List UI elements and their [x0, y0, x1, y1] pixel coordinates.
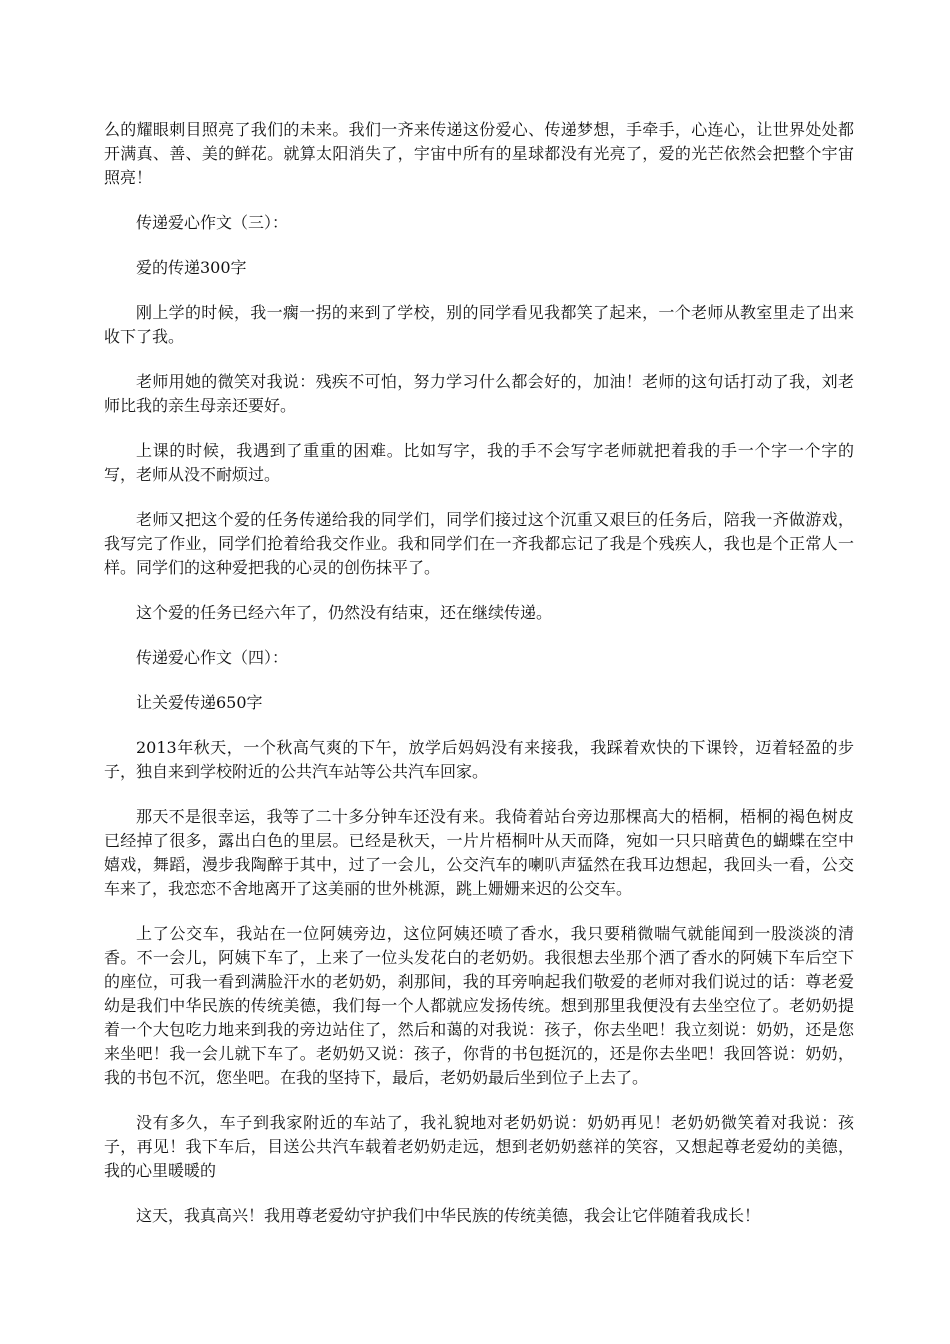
essay-title-care-transfer: 让关爱传递650字	[136, 693, 263, 712]
section-heading-three: 传递爱心作文（三）：	[136, 213, 289, 232]
paragraph: 那天不是很幸运，我等了二十多分钟车还没有来。我倚着站台旁边那棵高大的梧桐，梧桐的褐色树皮已经掉了很多，露出白色的里层。已经是秋天，一片片梧桐叶从天而降，宛如一只只暗黄色的蝴蝶在空中嬉戏，舞蹈，漫步我陶醉于其中，过了一会儿，公交汽车的喇叭声猛然在我耳边想起，我回头一看，公交车来了，我恋恋不舍地离开了这美丽的世外桃源，跳上姗姗来迟的公交车。	[104, 807, 854, 898]
document-body	[104, 118, 854, 1249]
paragraph: 老师用她的微笑对我说：残疾不可怕，努力学习什么都会好的，加油！老师的这句话打动了我，刘老师比我的亲生母亲还要好。	[104, 372, 854, 415]
paragraph: 刚上学的时候，我一瘸一拐的来到了学校，别的同学看见我都笑了起来，一个老师从教室里走了出来收下了我。	[104, 303, 854, 346]
paragraph: 上课的时候，我遇到了重重的困难。比如写字，我的手不会写字老师就把着我的手一个字一个字的写，老师从没不耐烦过。	[104, 441, 854, 484]
paragraph: 老师又把这个爱的任务传递给我的同学们，同学们接过这个沉重又艰巨的任务后，陪我一齐做游戏，我写完了作业，同学们抢着给我交作业。我和同学们在一齐我都忘记了我是个残疾人，我也是个正常人一样。同学们的这种爱把我的心灵的创伤抹平了。	[104, 510, 854, 577]
essay-title-love-transfer: 爱的传递300字	[136, 258, 247, 277]
paragraph: 这个爱的任务已经六年了，仍然没有结束，还在继续传递。	[136, 603, 553, 622]
section-heading-four: 传递爱心作文（四）：	[136, 648, 289, 667]
paragraph-continuation: 么的耀眼刺目照亮了我们的未来。我们一齐来传递这份爱心、传递梦想，手牵手，心连心，让世界处处都开满真、善、美的鲜花。就算太阳消失了，宇宙中所有的星球都没有光亮了，爱的光芒依然会把整个宇宙照亮！	[104, 120, 854, 187]
paragraph: 上了公交车，我站在一位阿姨旁边，这位阿姨还喷了香水，我只要稍微喘气就能闻到一股淡淡的清香。不一会儿，阿姨下车了，上来了一位头发花白的老奶奶。我很想去坐那个洒了香水的阿姨下车后空下的座位，可我一看到满脸汗水的老奶奶，刹那间，我的耳旁响起我们敬爱的老师对我们说过的话：尊老爱幼是我们中华民族的传统美德，我们每一个人都就应发扬传统。想到那里我便没有去坐空位了。老奶奶提着一个大包吃力地来到我的旁边站住了，然后和蔼的对我说：孩子，你去坐吧！我立刻说：奶奶，还是您来坐吧！我一会儿就下车了。老奶奶又说：孩子，你背的书包挺沉的，还是你去坐吧！我回答说：奶奶，我的书包不沉，您坐吧。在我的坚持下，最后，老奶奶最后坐到位子上去了。	[104, 924, 854, 1087]
paragraph: 这天，我真高兴！我用尊老爱幼守护我们中华民族的传统美德，我会让它伴随着我成长！	[136, 1206, 761, 1225]
paragraph: 没有多久，车子到我家附近的车站了，我礼貌地对老奶奶说：奶奶再见！老奶奶微笑着对我说：孩子，再见！我下车后，目送公共汽车载着老奶奶走远，想到老奶奶慈祥的笑容，又想起尊老爱幼的美德，我的心里暖暖的	[104, 1113, 854, 1180]
paragraph: 2013年秋天，一个秋高气爽的下午，放学后妈妈没有来接我，我踩着欢快的下课铃，迈着轻盈的步子，独自来到学校附近的公共汽车站等公共汽车回家。	[104, 738, 854, 781]
